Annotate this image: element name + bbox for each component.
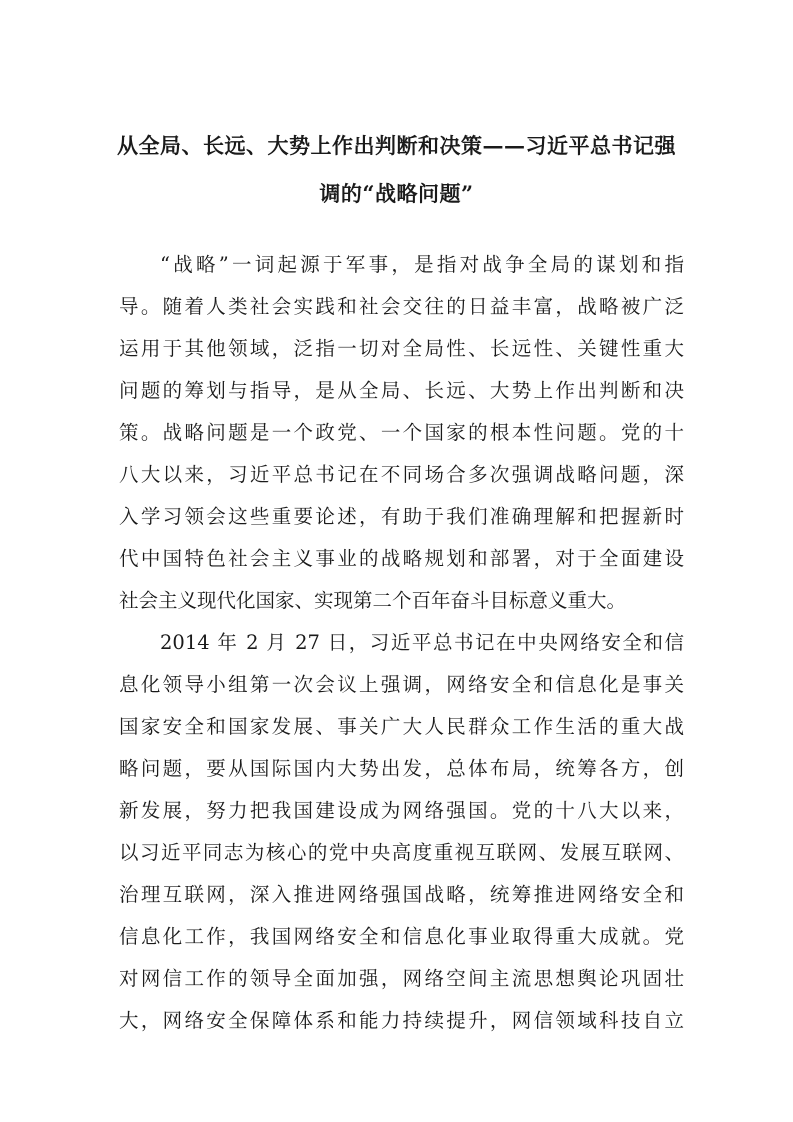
paragraph-1-line-5: 策。战略问题是一个政党、一个国家的根本性问题。党的十 [119,421,684,444]
paragraph-1-line-8: 代中国特色社会主义事业的战略规划和部署，对于全面建设 [119,547,684,570]
paragraph-1-line-6: 八大以来，习近平总书记在不同场合多次强调战略问题，深 [119,463,684,486]
paragraph-2-line-9: 对网信工作的领导全面加强，网络空间主流思想舆论巩固壮 [119,967,684,990]
document-title-line-2: 调的“战略问题” [319,181,474,206]
paragraph-2-line-3: 国家安全和国家发展、事关广大人民群众工作生活的重大战 [119,715,684,738]
paragraph-1-line-9: 社会主义现代化国家、实现第二个百年奋斗目标意义重大。 [119,589,627,612]
paragraph-1-line-3: 运用于其他领域，泛指一切对全局性、长远性、关键性重大 [119,337,684,360]
paragraph-2-line-5: 新发展，努力把我国建设成为网络强国。党的十八大以来， [119,799,684,822]
paragraph-2-line-10: 大，网络安全保障体系和能力持续提升，网信领域科技自立 [119,1009,684,1032]
paragraph-1-line-1: “战略”一词起源于军事，是指对战争全局的谋划和指 [160,253,684,276]
paragraph-2-line-1: 2014 年 2 月 27 日，习近平总书记在中央网络安全和信 [160,631,684,654]
paragraph-2-line-6: 以习近平同志为核心的党中央高度重视互联网、发展互联网、 [119,841,684,864]
paragraph-2-line-4: 略问题，要从国际国内大势出发，总体布局，统筹各方，创 [119,757,684,780]
document-title-line-1: 从全局、长远、大势上作出判断和决策——习近平总书记强 [117,133,676,158]
paragraph-2-line-7: 治理互联网，深入推进网络强国战略，统筹推进网络安全和 [119,883,684,906]
paragraph-1-line-4: 问题的筹划与指导，是从全局、长远、大势上作出判断和决 [119,379,684,402]
paragraph-2-line-8: 信息化工作，我国网络安全和信息化事业取得重大成就。党 [119,925,684,948]
paragraph-2-line-2: 息化领导小组第一次会议上强调，网络安全和信息化是事关 [119,673,684,696]
paragraph-1-line-7: 入学习领会这些重要论述，有助于我们准确理解和把握新时 [119,505,684,528]
paragraph-1-line-2: 导。随着人类社会实践和社会交往的日益丰富，战略被广泛 [119,295,684,318]
